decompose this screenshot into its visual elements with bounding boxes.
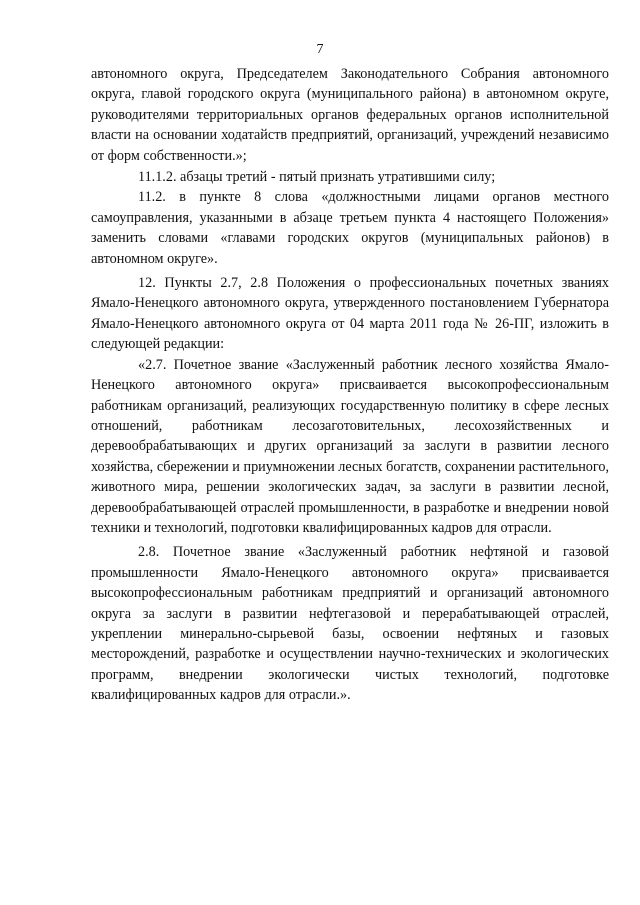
paragraph-2-7: «2.7. Почетное звание «Заслуженный работник лесного хозяйства Ямало-Ненецкого автономного округа» присваивается высокопрофессиональным работникам организаций, реализующих государственную политику в сфере лесных отношений, работникам лесозаготовительных, лесохозяйственных и деревообрабатывающих и других организаций за заслуги в развитии лесного хозяйства, сбережении и приумножении лесных богатств, сохранении растительного, животного мира, решении экологических задач, за заслуги в развитии лесной, деревообрабатывающей отраслей промышленности, в разработке и внедрении новой техники и технологий, подготовки квалифицированных кадров для отрасли. bbox=[91, 356, 609, 536]
paragraph-11-2: 11.2. в пункте 8 слова «должностными лицами органов местного самоуправления, указанными в абзаце третьем пункта 4 настоящего Положения» заменить словами «главами городских округов (муниципальных районов) в автономном округе». bbox=[91, 189, 609, 267]
paragraph-2-8: 2.8. Почетное звание «Заслуженный работник нефтяной и газовой промышленности Ямало-Ненецкого автономного округа» присваивается высокопрофессиональным работникам предприятий и организаций автономного округа за заслуги в развитии нефтегазовой и перерабатывающей отраслей, укреплении минерально-сырьевой базы, освоении нефтяных и газовых месторождений, разработке и осуществлении научно-технических и экологических программ, внедрении экологически чистых технологий, подготовке квалифицированных кадров для отрасли.». bbox=[91, 544, 609, 704]
document-body bbox=[91, 64, 609, 706]
page-number: 7 bbox=[316, 42, 324, 57]
paragraph-12: 12. Пункты 2.7, 2.8 Положения о профессиональных почетных званиях Ямало-Ненецкого автономного округа, утвержденного постановлением Губернатора Ямало-Ненецкого автономного округа от 04 марта 2011 года № 26-ПГ, изложить в следующей редакции: bbox=[91, 275, 609, 353]
paragraph-continuation: автономного округа, Председателем Законодательного Собрания автономного округа, главой городского округа (муниципального района) в автономном округе, руководителями территориальных органов федеральных органов исполнительной власти на основании ходатайств предприятий, организаций, учреждений независимо от форм собственности.»; bbox=[91, 66, 609, 164]
paragraph-11-1-2: 11.1.2. абзацы третий - пятый признать утратившими силу; bbox=[138, 169, 496, 186]
